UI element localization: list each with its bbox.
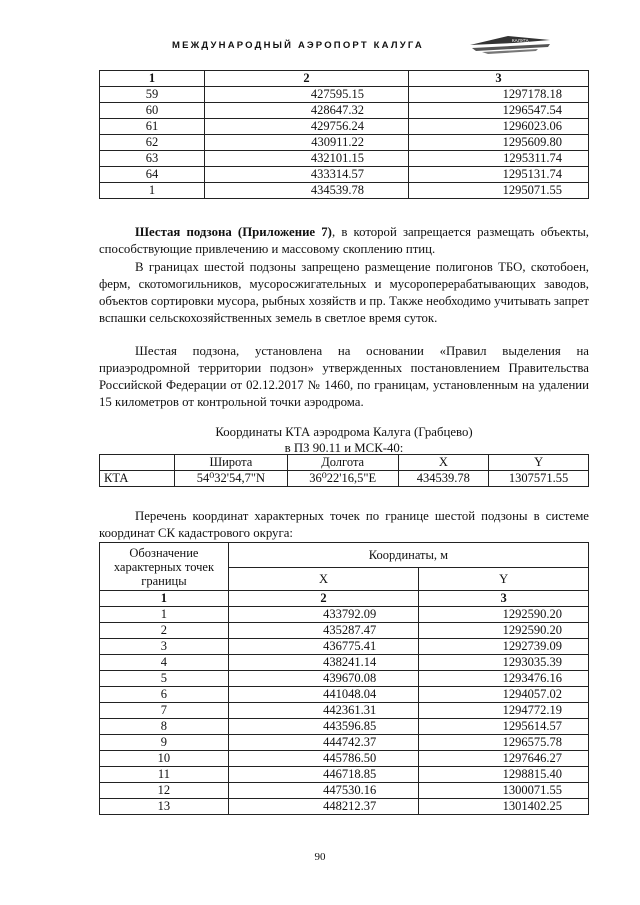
table-cell: 2 bbox=[100, 623, 229, 639]
table-cell: 1298815.40 bbox=[419, 767, 589, 783]
table-cell: 64 bbox=[100, 167, 205, 183]
table-row bbox=[100, 671, 589, 687]
table-cell: 1294057.02 bbox=[419, 687, 589, 703]
table-row bbox=[100, 607, 589, 623]
table-row bbox=[100, 783, 589, 799]
table-cell: 11 bbox=[100, 767, 229, 783]
prohibitions-text: В границах шестой подзоны запрещено размещение полигонов ТБО, скотобоен, ферм, скотомогильников, мусоросжигательных и мусороперерабатывающих заводов, объектов сортировки мусора, рыбных хозяйств и пр. Также необходимо учитывать запрет вспашки сельскохозяйственных земель в светлое время суток. bbox=[99, 260, 589, 325]
boundary-points-table-continued bbox=[99, 70, 589, 199]
kta-coordinates-table bbox=[99, 454, 589, 487]
kta-header-cell bbox=[100, 455, 175, 471]
table-cell: 9 bbox=[100, 735, 229, 751]
sixth-subzone-coordinates-table bbox=[99, 542, 589, 815]
table-row bbox=[100, 687, 589, 703]
table-cell: 13 bbox=[100, 799, 229, 815]
kta-header-cell: Y bbox=[489, 455, 589, 471]
table-cell: 8 bbox=[100, 719, 229, 735]
kta-cell: 54⁰32'54,7"N bbox=[175, 471, 288, 487]
page-number: 90 bbox=[314, 851, 326, 863]
table-cell: 1295131.74 bbox=[408, 167, 588, 183]
table-cell: 443596.85 bbox=[228, 719, 418, 735]
table-row bbox=[100, 87, 589, 103]
kta-header-cell: Долгота bbox=[287, 455, 398, 471]
t3-header-x: X bbox=[228, 568, 418, 591]
coordinate-list-intro-text: Перечень координат характерных точек по границе шестой подзоны в системе координат СК кадастрового округа: bbox=[99, 509, 589, 540]
table-row bbox=[100, 167, 589, 183]
table-cell: 1295614.57 bbox=[419, 719, 589, 735]
table-cell: 1296575.78 bbox=[419, 735, 589, 751]
kta-header-cell: Широта bbox=[175, 455, 288, 471]
document-header bbox=[172, 38, 552, 58]
table-cell: 5 bbox=[100, 671, 229, 687]
t1-header-cell: 3 bbox=[408, 71, 588, 87]
prohibitions-paragraph bbox=[99, 259, 589, 327]
t3-header-coords: Координаты, м bbox=[228, 543, 588, 568]
table-cell: 433314.57 bbox=[205, 167, 409, 183]
sixth-subzone-title: Шестая подзона (Приложение 7) bbox=[135, 225, 332, 239]
table-cell: 434539.78 bbox=[205, 183, 409, 199]
t1-header-row bbox=[100, 71, 589, 87]
table-row bbox=[100, 703, 589, 719]
table-cell: 1 bbox=[100, 183, 205, 199]
table-cell: 1294772.19 bbox=[419, 703, 589, 719]
kta-cell: 434539.78 bbox=[398, 471, 489, 487]
table-cell: 1292590.20 bbox=[419, 607, 589, 623]
sixth-subzone-text: , в которой запрещается размещать объекты, способствующие привлечению и массовому скоплению птиц. bbox=[99, 225, 589, 256]
table-cell: 3 bbox=[100, 639, 229, 655]
table-row bbox=[100, 183, 589, 199]
table-row bbox=[100, 767, 589, 783]
table-cell: 1300071.55 bbox=[419, 783, 589, 799]
table-row bbox=[100, 719, 589, 735]
table-row bbox=[100, 639, 589, 655]
kta-header-cell: X bbox=[398, 455, 489, 471]
table-cell: 4 bbox=[100, 655, 229, 671]
kta-caption-line1: Координаты КТА аэродрома Калуга (Грабцево) bbox=[215, 425, 473, 439]
table-row bbox=[100, 135, 589, 151]
t1-header-cell: 2 bbox=[205, 71, 409, 87]
table-cell: 435287.47 bbox=[228, 623, 418, 639]
table-row bbox=[100, 799, 589, 815]
table-cell: 61 bbox=[100, 119, 205, 135]
kta-cell: 36⁰22'16,5"E bbox=[287, 471, 398, 487]
t3-number-cell: 1 bbox=[100, 591, 229, 607]
table-cell: 1292739.09 bbox=[419, 639, 589, 655]
kta-cell: 1307571.55 bbox=[489, 471, 589, 487]
table-cell: 1296023.06 bbox=[408, 119, 588, 135]
table-cell: 1 bbox=[100, 607, 229, 623]
coordinate-list-intro bbox=[99, 508, 589, 542]
table-cell: 6 bbox=[100, 687, 229, 703]
table-cell: 446718.85 bbox=[228, 767, 418, 783]
table-cell: 439670.08 bbox=[228, 671, 418, 687]
table-row bbox=[100, 751, 589, 767]
table-cell: 438241.14 bbox=[228, 655, 418, 671]
table-cell: 60 bbox=[100, 103, 205, 119]
table-cell: 428647.32 bbox=[205, 103, 409, 119]
table-cell: 12 bbox=[100, 783, 229, 799]
table-cell: 59 bbox=[100, 87, 205, 103]
t1-header-cell: 1 bbox=[100, 71, 205, 87]
table-row bbox=[100, 623, 589, 639]
kta-caption bbox=[99, 424, 589, 456]
t3-number-cell: 2 bbox=[228, 591, 418, 607]
sixth-subzone-title-paragraph bbox=[99, 224, 589, 258]
kta-caption-line2: в ПЗ 90.11 и МСК-40: bbox=[284, 441, 404, 455]
table-cell: 10 bbox=[100, 751, 229, 767]
table-row bbox=[100, 119, 589, 135]
t3-header-name: Обозначение характерных точек границы bbox=[100, 543, 229, 591]
table-cell: 429756.24 bbox=[205, 119, 409, 135]
table-cell: 1297646.27 bbox=[419, 751, 589, 767]
table-cell: 1293476.16 bbox=[419, 671, 589, 687]
table-row bbox=[100, 655, 589, 671]
table-cell: 442361.31 bbox=[228, 703, 418, 719]
legal-basis-paragraph bbox=[99, 343, 589, 411]
table-cell: 1293035.39 bbox=[419, 655, 589, 671]
table-cell: 448212.37 bbox=[228, 799, 418, 815]
table-cell: 1296547.54 bbox=[408, 103, 588, 119]
logo-text: КАЛУГА bbox=[512, 38, 529, 43]
kta-cell: КТА bbox=[100, 471, 175, 487]
table-cell: 441048.04 bbox=[228, 687, 418, 703]
table-cell: 1295071.55 bbox=[408, 183, 588, 199]
table-cell: 1295609.80 bbox=[408, 135, 588, 151]
airport-logo-icon bbox=[468, 34, 552, 56]
t3-header-row bbox=[100, 543, 589, 568]
table-cell: 436775.41 bbox=[228, 639, 418, 655]
table-cell: 7 bbox=[100, 703, 229, 719]
t3-header-y: Y bbox=[419, 568, 589, 591]
t3-number-cell: 3 bbox=[419, 591, 589, 607]
table-cell: 447530.16 bbox=[228, 783, 418, 799]
kta-header-row bbox=[100, 455, 589, 471]
table-cell: 433792.09 bbox=[228, 607, 418, 623]
table-row bbox=[100, 735, 589, 751]
table-cell: 427595.15 bbox=[205, 87, 409, 103]
table-cell: 62 bbox=[100, 135, 205, 151]
t3-number-row bbox=[100, 591, 589, 607]
table-cell: 1301402.25 bbox=[419, 799, 589, 815]
table-row bbox=[100, 103, 589, 119]
table-cell: 444742.37 bbox=[228, 735, 418, 751]
table-cell: 1295311.74 bbox=[408, 151, 588, 167]
table-row bbox=[100, 151, 589, 167]
table-cell: 1292590.20 bbox=[419, 623, 589, 639]
table-cell: 1297178.18 bbox=[408, 87, 588, 103]
table-cell: 445786.50 bbox=[228, 751, 418, 767]
table-cell: 430911.22 bbox=[205, 135, 409, 151]
kta-data-row bbox=[100, 471, 589, 487]
legal-basis-text: Шестая подзона, установлена на основании «Правил выделения на приаэродромной территории подзон» утвержденных постановлением Правительства Российской Федерации от 02.12.2017 № 1460, по границам, установленным на удалении 15 километров от контрольной точки аэродрома. bbox=[99, 344, 589, 409]
table-cell: 432101.15 bbox=[205, 151, 409, 167]
table-cell: 63 bbox=[100, 151, 205, 167]
header-title: МЕЖДУНАРОДНЫЙ АЭРОПОРТ КАЛУГА bbox=[172, 40, 424, 51]
